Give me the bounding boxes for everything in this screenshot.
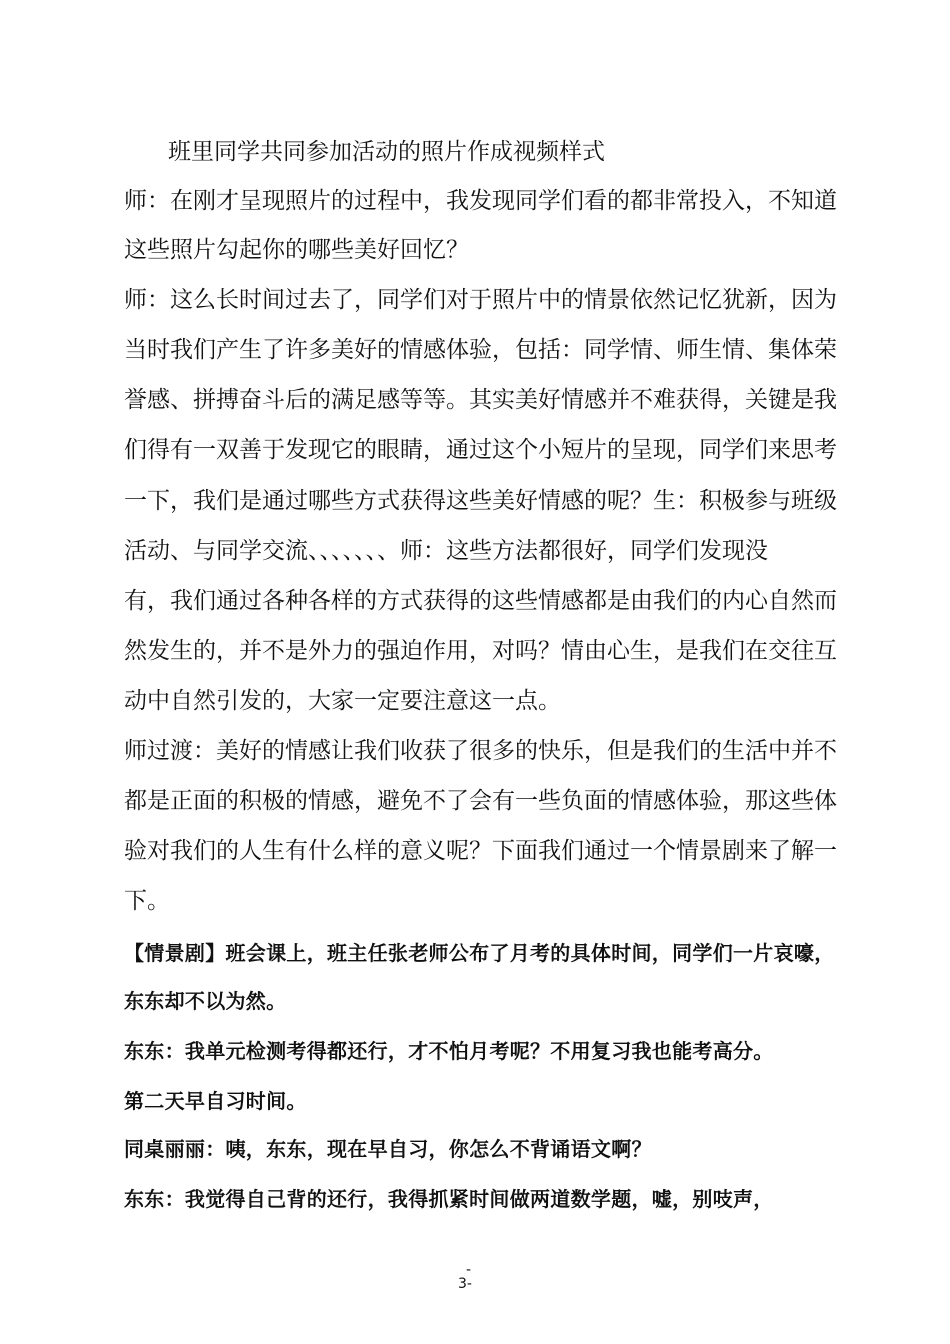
paragraph-line: 誉感、拼搏奋斗后的满足感等等。其实美好情感并不难获得，关键是我 bbox=[124, 387, 837, 413]
paragraph-line: 都是正面的积极的情感，避免不了会有一些负面的情感体验，那这些体 bbox=[124, 788, 837, 814]
paragraph-line: 下。 bbox=[124, 888, 170, 914]
paragraph-line: 动中自然引发的，大家一定要注意这一点。 bbox=[124, 688, 561, 714]
skit-line: 【情景剧】班会课上，班主任张老师公布了月考的具体时间，同学们一片哀嚎， bbox=[124, 941, 835, 965]
paragraph-line: 验对我们的人生有什么样的意义呢？下面我们通过一个情景剧来了解一 bbox=[124, 838, 837, 864]
paragraph-line: 们得有一双善于发现它的眼睛，通过这个小短片的呈现，同学们来思考 bbox=[124, 437, 837, 463]
paragraph-line: 然发生的，并不是外力的强迫作用，对吗？情由心生，是我们在交往互 bbox=[124, 638, 837, 664]
paragraph-line: 活动、与同学交流、、、、、、、师：这些方法都很好，同学们发现没 bbox=[124, 538, 768, 564]
footer-dash: - bbox=[466, 1262, 472, 1278]
paragraph-line: 当时我们产生了许多美好的情感体验，包括：同学情、师生情、集体荣 bbox=[124, 337, 837, 363]
paragraph-line: 师过渡：美好的情感让我们收获了很多的快乐，但是我们的生活中并不 bbox=[124, 738, 837, 764]
caption-line: 班里同学共同参加活动的照片作成视频样式 bbox=[168, 139, 605, 165]
paragraph-line: 这些照片勾起你的哪些美好回忆？ bbox=[124, 237, 469, 263]
skit-line: 第二天早自习时间。 bbox=[124, 1089, 307, 1113]
skit-line: 同桌丽丽：咦，东东，现在早自习，你怎么不背诵语文啊？ bbox=[124, 1137, 652, 1161]
paragraph-line: 师：这么长时间过去了，同学们对于照片中的情景依然记忆犹新，因为 bbox=[124, 287, 837, 313]
skit-line: 东东：我觉得自己背的还行，我得抓紧时间做两道数学题，嘘，别吱声， bbox=[124, 1187, 774, 1211]
paragraph-line: 有，我们通过各种各样的方式获得的这些情感都是由我们的内心自然而 bbox=[124, 588, 837, 614]
skit-line: 东东却不以为然。 bbox=[124, 989, 287, 1013]
page-number: 3- bbox=[458, 1276, 472, 1292]
paragraph-line: 师：在刚才呈现照片的过程中，我发现同学们看的都非常投入，不知道 bbox=[124, 188, 837, 214]
skit-line: 东东：我单元检测考得都还行，才不怕月考呢？不用复习我也能考高分。 bbox=[124, 1039, 774, 1063]
paragraph-line: 一下，我们是通过哪些方式获得这些美好情感的呢？生：积极参与班级 bbox=[124, 488, 837, 514]
